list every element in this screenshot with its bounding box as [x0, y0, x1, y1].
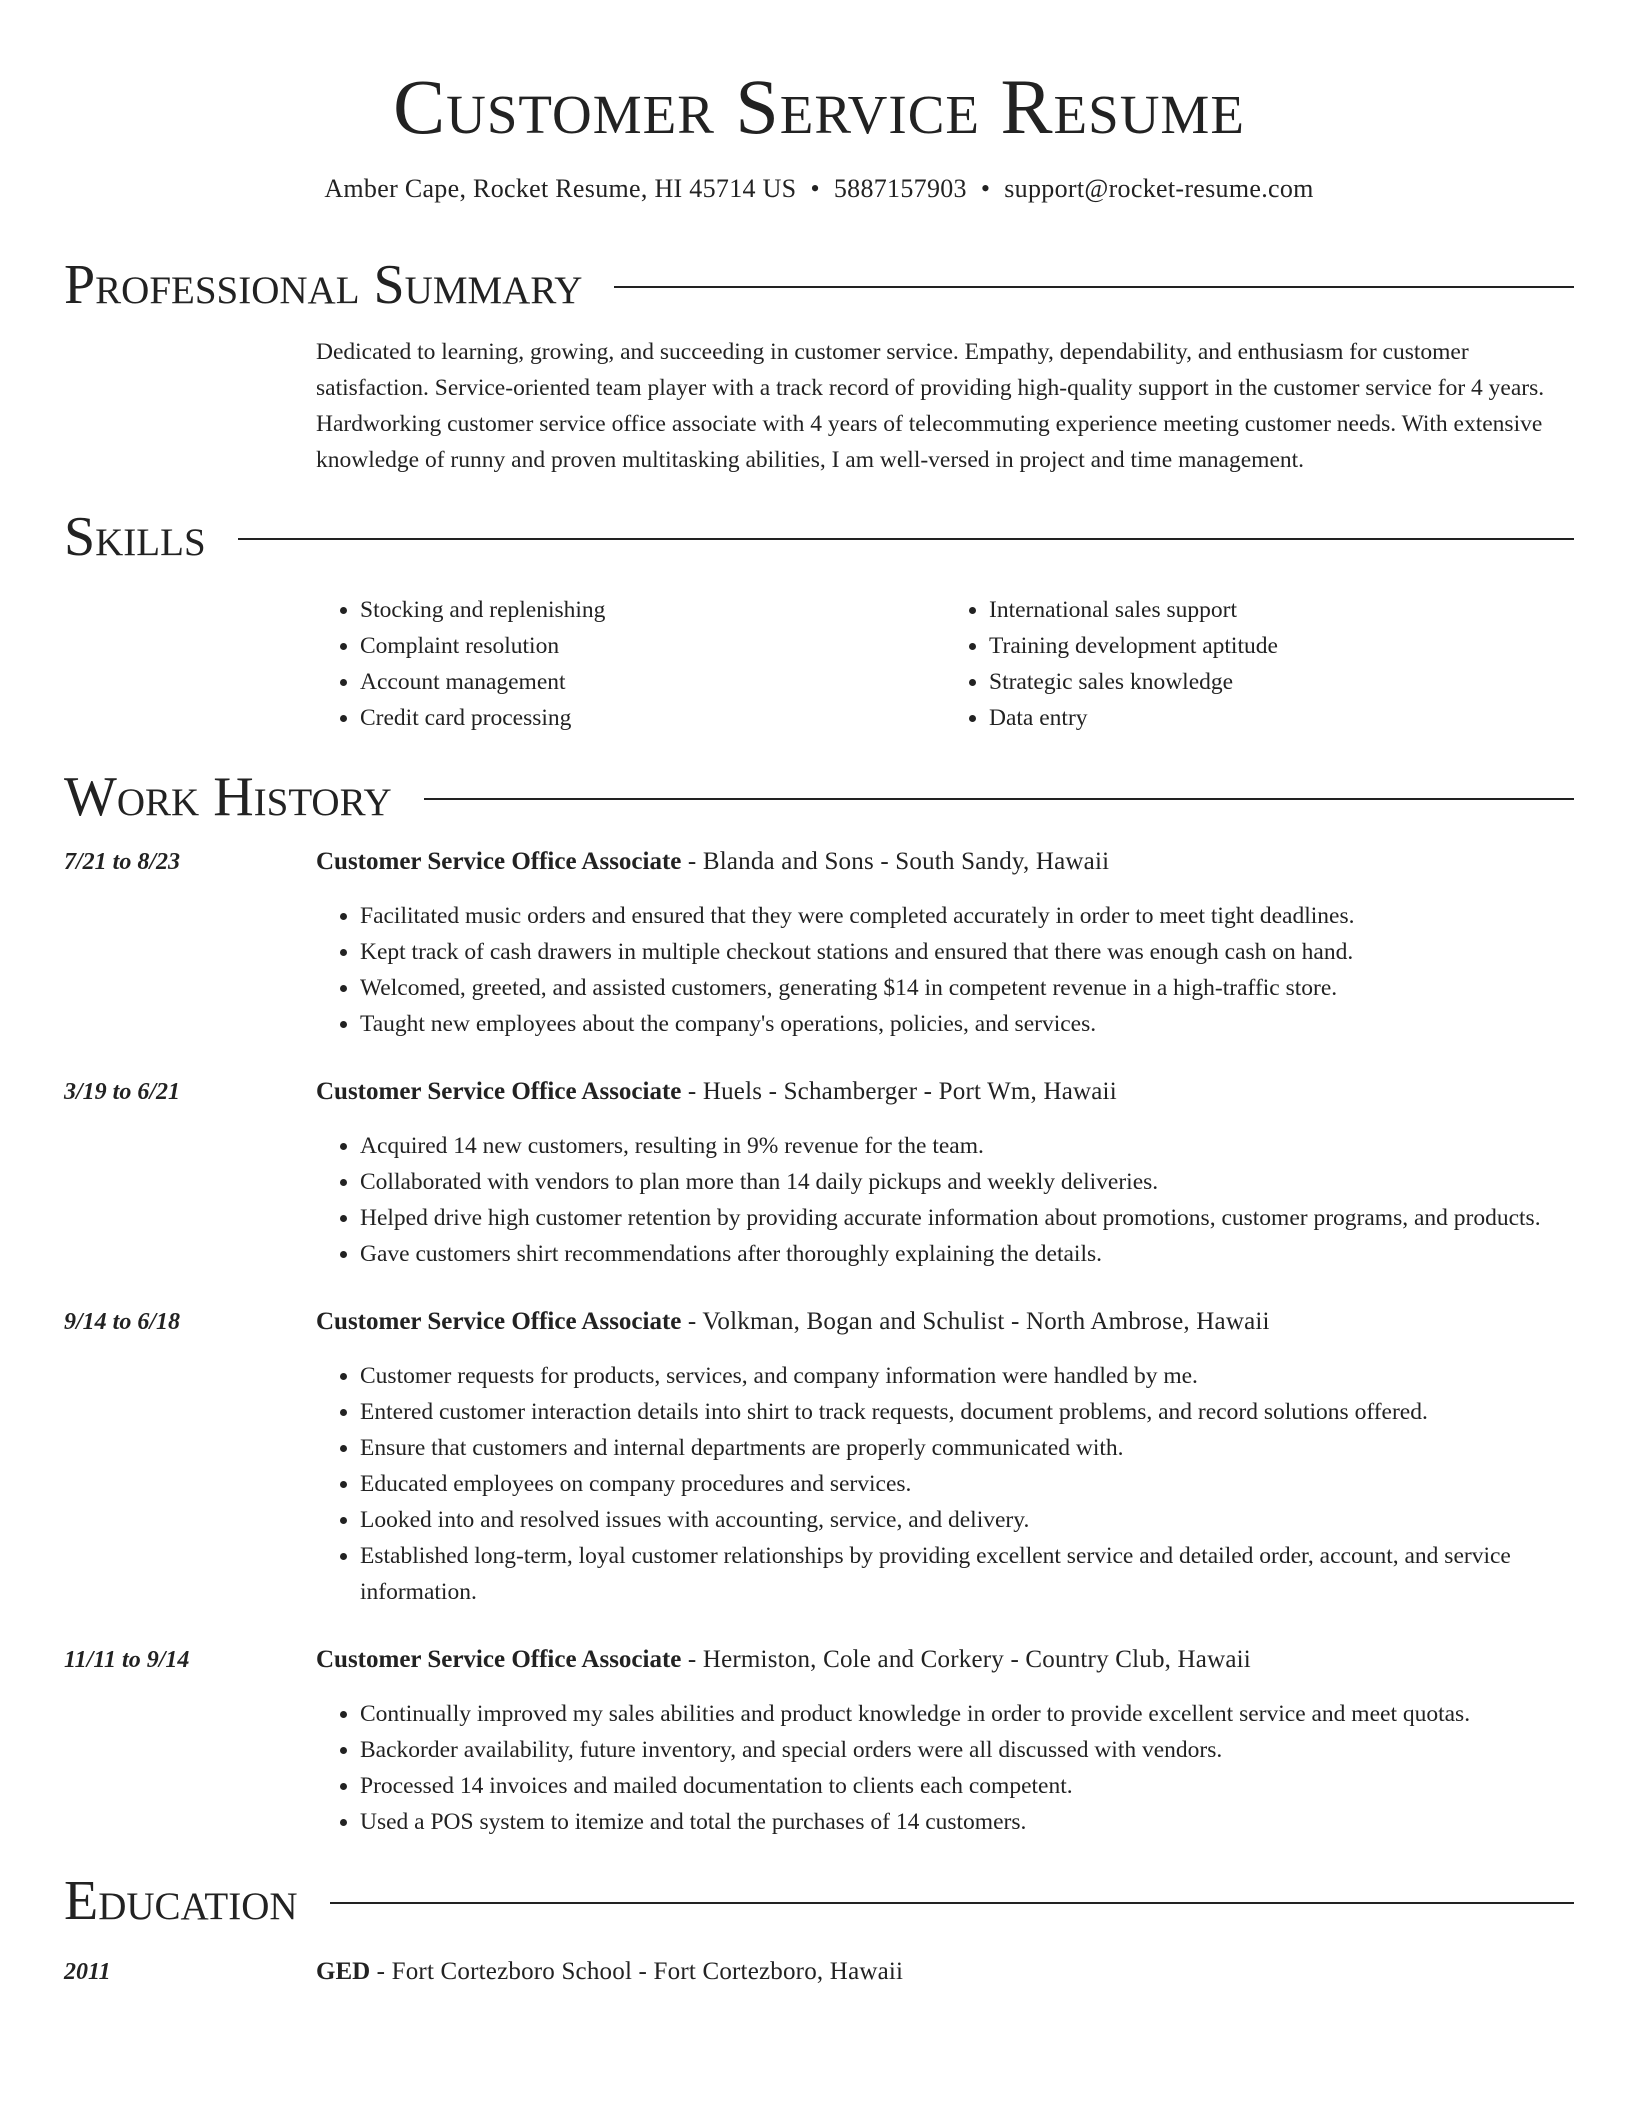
- job-bullet: • Customer requests for products, services, and company information were handled by me.: [360, 1358, 1574, 1394]
- job-dates: 7/21 to 8/23: [64, 849, 181, 875]
- job-responsibilities: [316, 898, 1574, 1042]
- job-entry: [64, 844, 1574, 1042]
- skill-item: • Training development aptitude: [989, 628, 1574, 664]
- job-header: [64, 1304, 1574, 1340]
- job-bullet: • Facilitated music orders and ensured that they were completed accurately in order to meet tight deadlines.: [360, 898, 1574, 934]
- skills-section: [64, 504, 1574, 736]
- skill-item: • Stocking and replenishing: [360, 592, 945, 628]
- section-divider: [330, 1902, 1574, 1904]
- education-section: [64, 1868, 1574, 1990]
- contact-info: [64, 172, 1574, 206]
- education-year: 2011: [64, 1959, 111, 1985]
- job-dates: 3/19 to 6/21: [64, 1079, 181, 1105]
- job-employer-location: - Huels - Schamberger - Port Wm, Hawaii: [681, 1078, 1117, 1105]
- contact-separator: •: [810, 174, 820, 203]
- section-header: [64, 764, 1574, 830]
- skills-list: [316, 592, 1574, 736]
- section-heading-work-history: Work History: [64, 766, 392, 828]
- job-header: [64, 844, 1574, 880]
- job-bullet: • Ensure that customers and internal departments are properly communicated with.: [360, 1430, 1574, 1466]
- resume-title: Customer Service Resume: [393, 63, 1245, 150]
- job-employer-location: - Hermiston, Cole and Corkery - Country Club, Hawaii: [681, 1646, 1251, 1673]
- job-entry: [64, 1074, 1574, 1272]
- job-title: Customer Service Office Associate: [316, 848, 682, 875]
- job-bullet: • Entered customer interaction details into shirt to track requests, document problems, and record solutions offered.: [360, 1394, 1574, 1430]
- section-heading-education: Education: [64, 1870, 298, 1932]
- section-header: [64, 504, 1574, 570]
- job-responsibilities: [316, 1696, 1574, 1840]
- skills-column-left: [316, 592, 945, 736]
- job-bullet: • Acquired 14 new customers, resulting in 9% revenue for the team.: [360, 1128, 1574, 1164]
- job-employer-location: - Volkman, Bogan and Schulist - North Ambrose, Hawaii: [681, 1308, 1270, 1335]
- skill-item: • Credit card processing: [360, 700, 945, 736]
- job-dates: 11/11 to 9/14: [64, 1647, 190, 1673]
- contact-address: Amber Cape, Rocket Resume, HI 45714 US: [324, 174, 797, 203]
- education-degree: GED: [316, 1958, 371, 1985]
- job-entry: [64, 1304, 1574, 1610]
- section-header: [64, 252, 1574, 318]
- skill-item: • Account management: [360, 664, 945, 700]
- skill-item: • Complaint resolution: [360, 628, 945, 664]
- job-bullet: • Educated employees on company procedures and services.: [360, 1466, 1574, 1502]
- skill-item: • International sales support: [989, 592, 1574, 628]
- job-bullet: • Looked into and resolved issues with accounting, service, and delivery.: [360, 1502, 1574, 1538]
- job-title: Customer Service Office Associate: [316, 1308, 682, 1335]
- job-bullet: • Collaborated with vendors to plan more than 14 daily pickups and weekly deliveries.: [360, 1164, 1574, 1200]
- education-entry: [64, 1954, 1574, 1990]
- job-header: [64, 1074, 1574, 1110]
- job-bullet: • Kept track of cash drawers in multiple checkout stations and ensured that there was enough cash on hand.: [360, 934, 1574, 970]
- section-heading-summary: Professional Summary: [64, 254, 583, 316]
- job-responsibilities: [316, 1358, 1574, 1610]
- job-employer-location: - Blanda and Sons - South Sandy, Hawaii: [681, 848, 1110, 875]
- section-header: [64, 1868, 1574, 1934]
- contact-phone: 5887157903: [833, 174, 967, 203]
- summary-text: Dedicated to learning, growing, and succeeding in customer service. Empathy, dependability, and enthusiasm for customer satisfaction. Service-oriented team player with a track record of providing high-quality support in the customer service for 4 years. Hardworking customer service office associate with 4 years of telecommuting experience meeting customer needs. With extensive knowledge of runny and proven multitasking abilities, I am well-versed in project and time management.: [316, 339, 1545, 473]
- job-bullet: • Helped drive high customer retention by providing accurate information about promotions, customer programs, and products.: [360, 1200, 1574, 1236]
- job-title: Customer Service Office Associate: [316, 1078, 682, 1105]
- job-responsibilities: [316, 1128, 1574, 1272]
- job-bullet: • Used a POS system to itemize and total the purchases of 14 customers.: [360, 1804, 1574, 1840]
- skills-column-right: [945, 592, 1574, 736]
- job-bullet: • Backorder availability, future inventory, and special orders were all discussed with vendors.: [360, 1732, 1574, 1768]
- section-divider: [614, 286, 1574, 288]
- job-header: [64, 1642, 1574, 1678]
- skill-item: • Data entry: [989, 700, 1574, 736]
- job-bullet: • Taught new employees about the company's operations, policies, and services.: [360, 1006, 1574, 1042]
- work-history-section: [64, 764, 1574, 1840]
- resume-page: [64, 0, 1574, 1990]
- job-bullet: • Processed 14 invoices and mailed documentation to clients each competent.: [360, 1768, 1574, 1804]
- contact-separator: •: [980, 174, 991, 203]
- job-bullet: • Continually improved my sales abilities and product knowledge in order to provide excellent service and meet quotas.: [360, 1696, 1574, 1732]
- skill-item: • Strategic sales knowledge: [989, 664, 1574, 700]
- section-heading-skills: Skills: [64, 506, 206, 568]
- job-dates: 9/14 to 6/18: [64, 1309, 181, 1335]
- job-bullet: • Welcomed, greeted, and assisted customers, generating $14 in competent revenue in a high-traffic store.: [360, 970, 1574, 1006]
- section-divider: [424, 798, 1574, 800]
- contact-email: support@rocket-resume.com: [1004, 174, 1314, 203]
- education-school-location: - Fort Cortezboro School - Fort Cortezboro, Hawaii: [370, 1958, 904, 1985]
- section-divider: [238, 538, 1574, 540]
- job-entry: [64, 1642, 1574, 1840]
- summary-section: [64, 252, 1574, 478]
- job-title: Customer Service Office Associate: [316, 1646, 682, 1673]
- job-bullet: • Gave customers shirt recommendations after thoroughly explaining the details.: [360, 1236, 1574, 1272]
- job-bullet: • Established long-term, loyal customer relationships by providing excellent service and detailed order, account, and service information.: [360, 1538, 1574, 1610]
